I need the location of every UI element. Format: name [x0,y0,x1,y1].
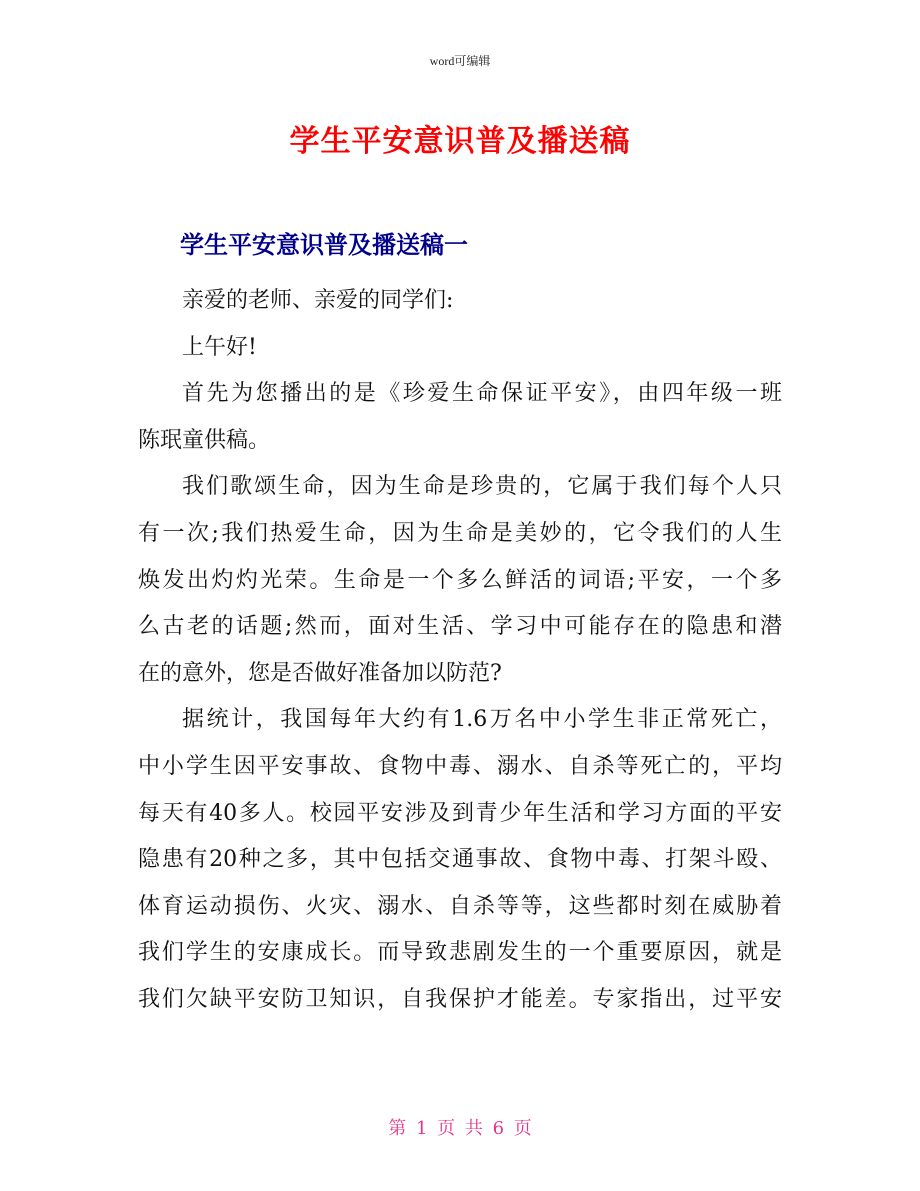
text-line: 首先为您播出的是《珍爱生命保证平安》，由四年级一班 [182,381,782,407]
document-title: 学生平安意识普及播送稿 [289,124,631,159]
text-line: 我们歌颂生命，因为生命是珍贵的，它属于我们每个人只 [182,474,782,500]
section-heading: 学生平安意识普及播送稿一 [180,231,468,259]
text-line: 陈珉童供稿。 [138,427,271,453]
text-line: 有一次;我们热爱生命，因为生命是美妙的，它令我们的人生 [138,520,782,546]
text-line: 据统计，我国每年大约有1.6万名中小学生非正常死亡， [182,707,782,733]
text-line: 中小学生因平安事故、食物中毒、溺水、自杀等死亡的，平均 [138,753,782,779]
page-header: word可编辑 [429,54,491,68]
text-line: 我们欠缺平安防卫知识，自我保护才能差。专家指出，过平安 [138,986,782,1012]
text-line: 上午好! [182,334,257,360]
text-line: 我们学生的安康成长。而导致悲剧发生的一个重要原因，就是 [138,940,782,966]
text-line: 么古老的话题;然而，面对生活、学习中可能存在的隐患和潜 [138,614,782,640]
page-number-footer: 第 1 页 共 6 页 [388,1118,532,1139]
text-line: 隐患有20种之多，其中包括交通事故、食物中毒、打架斗殴、 [138,847,782,873]
text-line: 焕发出灼灼光荣。生命是一个多么鲜活的词语;平安，一个多 [138,567,782,593]
document-body [138,284,782,1030]
text-line: 体育运动损伤、火灾、溺水、自杀等等，这些都时刻在威胁着 [138,893,782,919]
text-line: 在的意外，您是否做好准备加以防范? [138,660,502,686]
text-line: 亲爱的老师、亲爱的同学们: [182,288,454,313]
text-line: 每天有40多人。校园平安涉及到青少年生活和学习方面的平安 [138,800,782,826]
